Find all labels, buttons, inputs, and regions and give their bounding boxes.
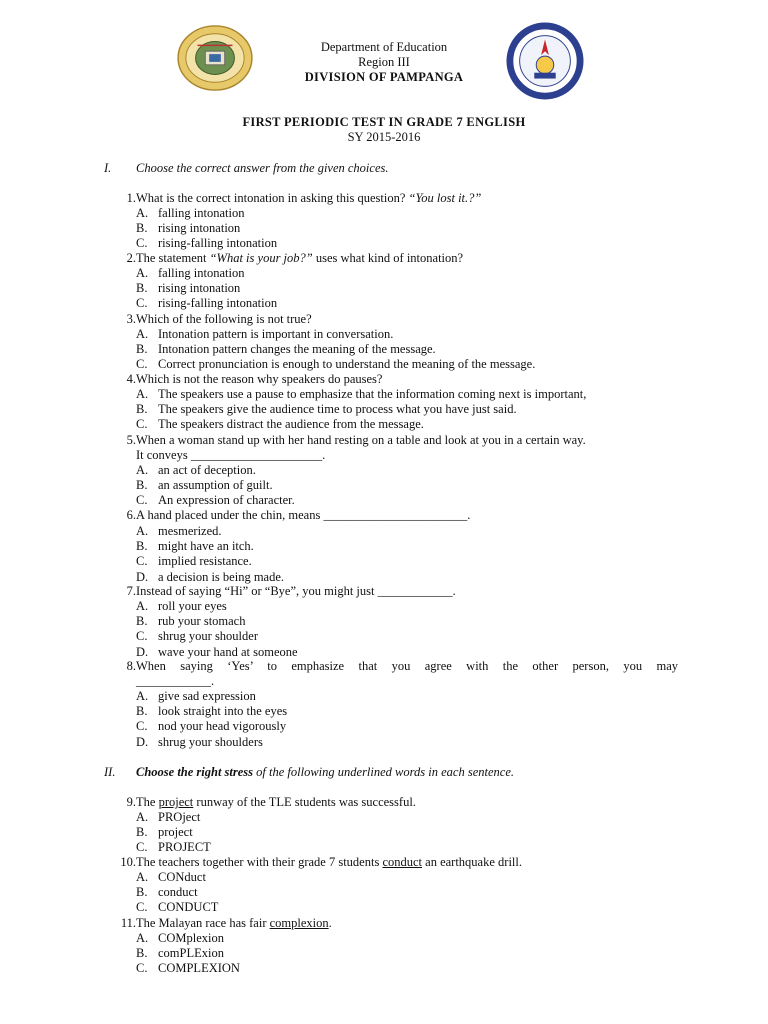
question-2: 2. The statement “What is your job?” uses what kind of intonation? xyxy=(126,251,464,265)
option[interactable]: C. rising-falling intonation xyxy=(136,296,278,311)
option[interactable]: C. implied resistance. xyxy=(136,554,252,569)
question-4-options xyxy=(136,387,586,433)
question-10-options xyxy=(136,870,218,916)
option[interactable]: A. COMplexion xyxy=(136,931,224,945)
underlined-word: conduct xyxy=(382,855,423,869)
question-8: 8. When saying ‘Yes’ to emphasize that you agree with the other person, you may xyxy=(126,659,678,673)
question-10: 10. The teachers together with their grade 7 students conduct an earthquake drill. xyxy=(120,855,522,869)
option[interactable]: C. CONDUCT xyxy=(136,900,219,915)
region-name: Region III xyxy=(358,55,410,69)
question-4: 4. Which is not the reason why speakers do pauses? xyxy=(126,372,383,386)
question-7-options xyxy=(136,599,298,660)
option[interactable]: A. The speakers use a pause to emphasize that the information coming next is important, xyxy=(136,387,587,401)
option[interactable]: B. project xyxy=(136,825,193,840)
question-7: 7. Instead of saying “Hi” or “Bye”, you might just ____________. xyxy=(126,584,456,598)
option[interactable]: B. rub your stomach xyxy=(136,614,246,629)
underlined-word: project xyxy=(158,795,194,809)
option[interactable]: A. give sad expression xyxy=(136,689,256,703)
option[interactable]: A. falling intonation xyxy=(136,266,245,280)
option[interactable]: D. wave your hand at someone xyxy=(136,644,298,659)
section-1-instruction: Choose the correct answer from the given choices. xyxy=(136,161,389,175)
section-1-number: I. xyxy=(104,161,112,175)
question-8-options xyxy=(136,689,287,750)
question-5-options xyxy=(136,463,295,509)
option[interactable]: C. shrug your shoulder xyxy=(136,629,258,644)
option[interactable]: B. might have an itch. xyxy=(136,539,254,554)
question-6-options xyxy=(136,524,284,585)
option[interactable]: B. rising intonation xyxy=(136,281,241,296)
division-name: DIVISION OF PAMPANGA xyxy=(304,70,464,84)
question-5: 5. When a woman stand up with her hand resting on a table and look at you in a certain way. xyxy=(126,433,586,447)
option[interactable]: A. falling intonation xyxy=(136,206,245,220)
section-2-number: II. xyxy=(104,765,116,779)
section-2-heading xyxy=(104,765,514,780)
option[interactable]: A. mesmerized. xyxy=(136,524,222,538)
question-1: 1. What is the correct intonation in asking this question? “You lost it.?” xyxy=(126,191,482,205)
option[interactable]: B. an assumption of guilt. xyxy=(136,478,273,493)
option[interactable]: C. An expression of character. xyxy=(136,493,295,508)
option[interactable]: B. Intonation pattern changes the meaning of the message. xyxy=(136,342,436,357)
option[interactable]: B. comPLExion xyxy=(136,946,224,961)
question-6: 6. A hand placed under the chin, means _______________________. xyxy=(126,508,471,522)
letterhead xyxy=(0,40,768,85)
section-1-heading xyxy=(104,161,389,176)
option[interactable]: C. COMPLEXION xyxy=(136,961,240,976)
underlined-word: complexion xyxy=(269,916,329,930)
option[interactable]: A. PROject xyxy=(136,810,201,824)
question-9-options xyxy=(136,810,211,856)
option[interactable]: A. CONduct xyxy=(136,870,206,884)
option[interactable]: D. a decision is being made. xyxy=(136,569,285,584)
option[interactable]: C. rising-falling intonation xyxy=(136,236,278,251)
option[interactable]: A. an act of deception. xyxy=(136,463,256,477)
option[interactable]: B. look straight into the eyes xyxy=(136,704,288,719)
option[interactable]: B. The speakers give the audience time to process what you have just said. xyxy=(136,402,517,417)
option[interactable]: C. The speakers distract the audience from the message. xyxy=(136,417,424,432)
test-page: Department of Education Region III DIVISION OF PAMPANGA FIRST PERIODIC TEST IN GRADE 7 ENGLISH SY 2015-2016 I. Choose the correct answer from the given choices. 1. What is the correct intonation in asking this question? “You lost it.?” A. falling intonation B. rising intonation C. rising-falling intonation 2. The statement “What is your job?” uses what kind of intonation? A. falling intonation B. rising intonation C. rising-falling intonation 3. Which of the following is not true? A. Intonation pattern is important in conversation. B. Intonation pattern changes the meaning of the message. C. Correct pronunciation is enough to understand the meaning of the message. 4. Which is not the reason why speakers do pauses? A. The speakers use a pause to emphasize that the information coming next is important, B. The speakers give the audience time to process what you have just said. C. The speakers distract the audience from the message. 5. When a woman stand up with her hand resting on a table and look at you in a certain way. It conveys _____________________. A. an act of deception. B. an assumption of guilt. C. An expression of character. 6. A hand placed under the chin, means _______________________. A. mesmerized. B. might have an itch. C. implied resistance. D. a decision is being made. 7. Instead of saying “Hi” or “Bye”, you might just ____________. A. roll your eyes B. rub your stomach C. shrug your shoulder D. wave your hand at someone 8. When saying ‘Yes’ to emphasize that you agree with the other person, you may ____________. A. give sad expression B. look straight into the eyes C. nod your head vigorously D. shrug your shoulders II. Choose the right stress of the following underlined words in each sentence. 9. The project runway of the TLE students was successful. A. PROject B. project C. PROJECT 10. The teachers together with their grade 7 students conduct an earthquake drill. A. CONduct B. conduct C. CONDUCT 11. The Malayan race has fair complexion. A. COMplexion B. comPLExion C. COMPLEXION xyxy=(0,0,768,1024)
section-2-instruction-bold: Choose the right stress xyxy=(136,765,254,779)
option[interactable]: D. shrug your shoulders xyxy=(136,734,263,749)
question-11: 11. The Malayan race has fair complexion. xyxy=(120,916,332,930)
question-11-options xyxy=(136,931,240,977)
question-2-options xyxy=(136,266,277,312)
option[interactable]: A. Intonation pattern is important in conversation. xyxy=(136,327,394,341)
option[interactable]: C. nod your head vigorously xyxy=(136,719,287,734)
question-1-options xyxy=(136,206,277,252)
option[interactable]: C. Correct pronunciation is enough to understand the meaning of the message. xyxy=(136,357,536,372)
question-3-options xyxy=(136,327,535,373)
option[interactable]: C. PROJECT xyxy=(136,840,211,855)
question-3: 3. Which of the following is not true? xyxy=(126,312,312,326)
section-2-instruction: of the following underlined words in each sentence. xyxy=(253,765,515,779)
option[interactable]: B. conduct xyxy=(136,885,198,900)
option[interactable]: A. roll your eyes xyxy=(136,599,227,613)
test-title: FIRST PERIODIC TEST IN GRADE 7 ENGLISH xyxy=(242,115,526,129)
department-name: Department of Education xyxy=(320,40,448,54)
question-9: 9. The project runway of the TLE students was successful. xyxy=(126,795,416,809)
option[interactable]: B. rising intonation xyxy=(136,221,241,236)
school-year: SY 2015-2016 xyxy=(347,130,421,144)
